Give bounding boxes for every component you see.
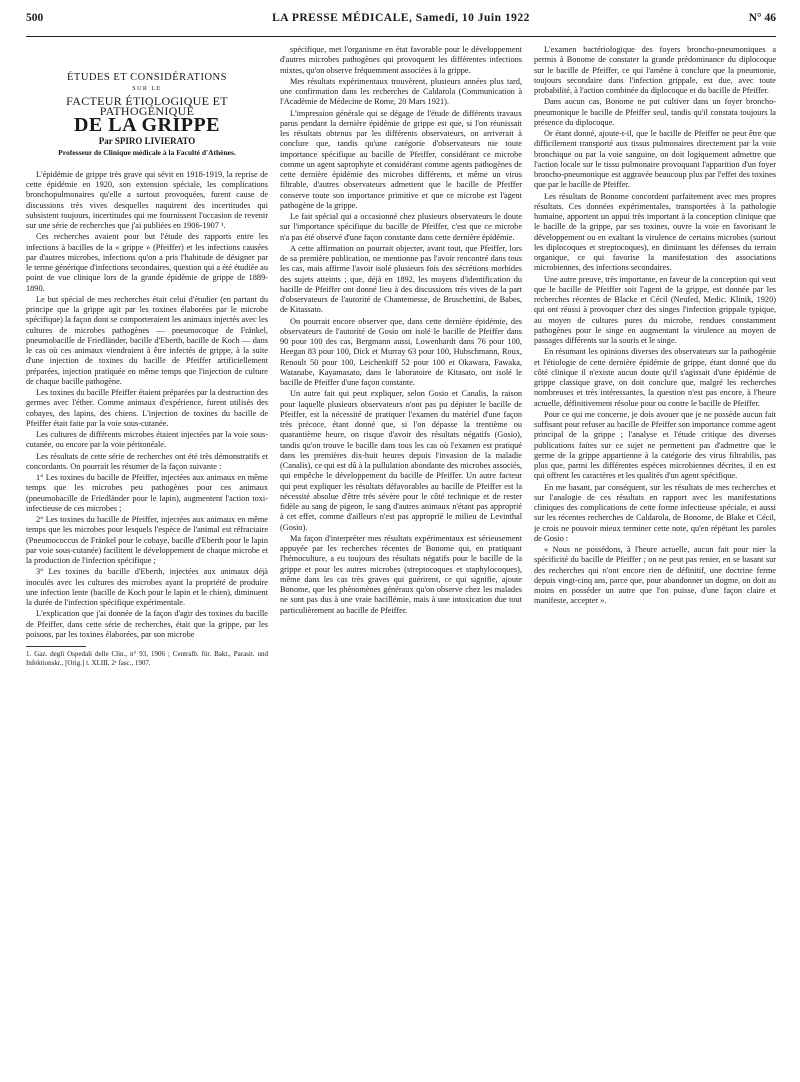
- column-3: [534, 45, 776, 1075]
- paragraph: 1° Les toxines du bacille de Pfeiffer, injectées aux animaux en même temps que les microbes peu pathogènes pour ces animaux (pneumobacille de Friedländer pour le lapin), augmentent l'action toxi-infectieuse de ces microbes ;: [26, 473, 268, 513]
- article-title: DE LA GRIPPE: [73, 114, 221, 136]
- journal-title: LA PRESSE MÉDICALE, Samedi, 10 Juin 1922: [272, 12, 530, 24]
- paragraph: L'épidémie de grippe très grave qui sévit en 1918-1919, la reprise de cette épidémie en 1920, son extension spéciale, les complications bronchopulmonaires qu'elle a surtout provoquées, furent cause de discussions très vives desquelles naquirent des incertitudes qui subsistent toujours, incertitudes qui me fournissent l'occasion de revenir sur une série de recherches que j'ai publiées en 1906-1907 ¹.: [26, 169, 268, 230]
- footnote: 1. Gaz. degli Ospedali delle Clin., n° 93, 1906 ; Centralb. für. Bakt., Parasit. und Infektionskr., [Orig.] t. XLIII, 2ᵉ fasc., 1907.: [26, 650, 268, 667]
- paragraph: Ces recherches avaient pour but l'étude des rapports entre les infections à bacilles de la « grippe » (Pfeiffer) et les infections causées par d'autres microbes, infections qu'on a pris l'habitude de désigner par le terme générique d'infections secondaires, question qui a été étudiée au point de vue clinique lors de la grande épidémie de grippe de 1889-1890.: [26, 232, 268, 293]
- issue-number: N° 46: [748, 12, 776, 24]
- column-1: [26, 45, 268, 1075]
- paragraph: Le fait spécial qui a occasionné chez plusieurs observateurs le doute sur l'importance spécifique du bacille de Pfeiffer, c'est que ce microbe n'a pas été observé d'une façon constante dans cette dernière épidémie.: [280, 212, 522, 242]
- paragraph: Les résultats de cette série de recherches ont été très démonstratifs et concordants. On pourrait les résumer de la façon suivante :: [26, 451, 268, 471]
- paragraph: En résumant les opinions diverses des observateurs sur la pathogénie et l'étiologie de cette dernière épidémie de grippe, étant donné que du côté clinique il n'existe aucun doute qu'il s'agissait d'une épidémie de grippe classique grave, on doit conclure que, malgré les recherches nombreuses et très intéressantes, la question n'est pas encore, à l'heure actuelle, définitivement résolue pour ou contre le bacille de Pfeiffer.: [534, 347, 776, 408]
- paragraph: Pour ce qui me concerne, je dois avouer que je ne possède aucun fait suffisant pour refuser au bacille de Pfeiffer son importance comme agent principal de la grippe ; l'analyse et l'étude critique des diverses publications faites sur ce sujet ne permettent pas d'admettre que le germe de la grippe appartienne à la catégorie des virus filtrabilis, pas plus que, parmi les différentes espèces microbiennes décrites, il en est qui offrent les caractères et les qualités d'un agent spécifique.: [534, 409, 776, 481]
- paragraph: 2° Les toxines du bacille de Pfeiffer, injectées aux animaux en même temps que les microbes pour lesquels l'espèce de l'animal est réfractaire (Pneumococcus de Fränkel pour le cobaye, bacille d'Eberth pour le lapin par voie sous-cutanée) facilitent le développement de chaque microbe et la production de l'infection spécifique ;: [26, 515, 268, 565]
- paragraph: 3° Les toxines du bacille d'Eberth, injectées aux animaux déjà inoculés avec les cultures des microbes ayant la propriété de produire une infection lente (bacille de Koch pour le lapin et le chien), diminuent la durée de l'infection spécifique expérimentale.: [26, 567, 268, 607]
- page-number: 500: [26, 12, 44, 24]
- paragraph: Les toxines du bacille Pfeiffer étaient préparées par la destruction des germes avec l'éther. Comme animaux d'expérience, furent utilisés des cobayes, des lapins, des chiens. L'injection de toxines du bacille de Pfeiffer était faite par la voie sous-cutanée.: [26, 388, 268, 428]
- paragraph: L'explication que j'ai donnée de la façon d'agir des toxines du bacille de Pfeiffer, dans cette série de recherches, était que la grippe, par les poisons, par les toxines élaborées, par son microbe: [26, 609, 268, 639]
- header-rule: [26, 36, 776, 37]
- paragraph: Les résultats de Bonome concordent parfaitement avec mes propres résultats. Ces données expérimentales, transportées à la pathologie humaine, apportent un appui très important à la conception clinique que le bacille de la grippe, par ses toxines, ouvre la voie en favorisant le développement ou en exaltant la virulence de certains microbes (surtout les diplocoques et streptocoques), en diminuant les défenses du terrain organique, ce qui favorise la manifestation des associations microbiennes, des infections secondaires.: [534, 191, 776, 273]
- article-title-block: [26, 73, 268, 158]
- paragraph: Un autre fait qui peut expliquer, selon Gosio et Canalis, la raison pour laquelle plusieurs observateurs n'ont pas pu dépister le bacille de Pfeiffer, est la nécessité de pratiquer l'examen du matériel d'une façon très précoce, étant donné que, si l'on dépasse la trentième ou quarantième heure, on risque d'avoir des résultats négatifs (Gosio), tandis qu'on trouve le bacille dans tous les cas où l'examen est pratiqué dans les premières dix-huit heures depuis l'invasion de la maladie (Canalis), ce qui est dû à la pullulation abondante des microbes associés, qui empêche le développement du bacille de Pfeiffer. Un autre facteur qui peut expliquer les résultats défavorables au bacille de Pfeiffer est la nécessité absolue d'être très sévère pour le côté technique et de rester fidèle au sang de pigeon, le sang d'autres animaux n'étant pas approprié à cet effet, comme d'ailleurs n'est pas approprié le milieu de Levinthal (Gosio).: [280, 389, 522, 532]
- paragraph: Mes résultats expérimentaux trouvèrent, plusieurs années plus tard, une confirmation dans les recherches de Caldarola (Communication à l'Académie de Médecine de Rome, 20 Mars 1921).: [280, 76, 522, 107]
- paragraph: L'impression générale qui se dégage de l'étude de différents travaux parus pendant la dernière épidémie de grippe est que, si l'on réunissait les résultats obtenus par les différents observateurs, on arriverait à conclure que, tandis qu'une catégorie d'observateurs nie toute importance spécifique au bacille de Pfeiffer, considérant ce microbe comme un agent saprophyte et considérant comme agents pathogènes de cette dernière épidémie des microbes différents, et même un virus filtrable, d'autres observateurs admettent que le bacille de Pfeiffer conserve toute son importance primitive et que ce microbe est l'agent pathogène de la grippe.: [280, 108, 522, 210]
- paragraph: « Nous ne possédons, à l'heure actuelle, aucun fait pour nier la spécificité du bacille de Pfeiffer ; on ne peut pas renier, en se basant sur des recherches qui n'ont encore rien de définitif, une doctrine ferme depuis vingt-cinq ans, parce que, pour abandonner un dogme, on doit au moins en posséder un autre que l'on puisse, d'une façon claire et manifeste, accepter ».: [534, 545, 776, 606]
- paragraph: Une autre preuve, très importante, en faveur de la conception qui veut que le bacille de Pfeiffer soit l'agent de la grippe, est donnée par les recherches récentes de Blacke et Cécil (Neufed, Medic. Klinik, 1920) qui ont réussi à provoquer chez des singes l'infection grippale typique, au moyen de cultures pures du microbe, rendues constamment pathogènes pour le singe en augmentant la virulence au moyen de passages différents sur la souris et le singe.: [534, 274, 776, 345]
- paragraph: Le but spécial de mes recherches était celui d'étudier (en partant du principe que la grippe agit par les toxines élaborées par le microbe spécifique) la façon dont se comporteraient les animaux injectés avec les cultures de microbes pathogènes — pneumocoque de Fränkel, pneumobacille de Friedländer, bacille d'Eberth, bacille de Koch — dans le cas où ces animaux viendraient à être infectés de grippe, à la suite d'une injection de toxines du bacille de Pfeiffer artificiellement préparées, injection pratiquée en même temps que l'injection de culture de chaque bacille pathogène.: [26, 294, 268, 386]
- page-header: [26, 12, 776, 34]
- paragraph: spécifique, met l'organisme en état favorable pour le développement d'autres microbes pathogènes qui provoquent les différentes infections mixtes, qu'on observe fréquemment associées à la grippe.: [280, 45, 522, 75]
- author-affiliation: Professeur de Clinique médicale à la Faculté d'Athènes.: [58, 147, 236, 157]
- footnote-rule: [26, 646, 86, 647]
- column-2: [280, 45, 522, 1075]
- paragraph: En me basant, par conséquent, sur les résultats de mes recherches et sur l'analogie de ces résultats en rapport avec les manifestations cliniques des complications de cette forme infectieuse spéciale, et aussi sur les récentes recherches de Caldarola, de Bonome, de Blake et Cécil, je crois ne pouvoir mieux terminer cette note, qu'en répétant les paroles de Gosio :: [534, 482, 776, 543]
- paragraph: Les cultures de différents microbes étaient injectées par la voie sous-cutanée, ou encore par la voie péritonéale.: [26, 430, 268, 450]
- article-byline: Par SPIRO LIVIERATO: [98, 136, 196, 147]
- paragraph: Dans aucun cas, Bonome ne put cultiver dans un foyer broncho-pneumonique le bacille de Pfeiffer seul, tandis qu'il constata toujours la présence du diplocoque.: [534, 97, 776, 127]
- paragraph: L'examen bactériologique des foyers broncho-pneumoniques a permis à Bonome de constater la grande prédominance du diplocoque sur le bacille de Pfeiffer, ce qui l'amène à conclure que la pneumonie, toujours secondaire dans l'infection grippale, est due, avec toute probabilité, à l'action combinée du diplocoque et du bacille de Pfeiffer.: [534, 45, 776, 95]
- paragraph: Or étant donné, ajoute-t-il, que le bacille de Pfeiffer ne peut être que difficilement transporté aux tissus pulmonaires directement par la voie bronchique ou par la voie sanguine, on doit logiquement admettre que l'action locale sur le tissu pulmonaire provoquant l'apparition d'un foyer broncho-pneumonique est aggravée beaucoup plus par l'effet des toxines que par le bacille de Pfeiffer.: [534, 129, 776, 190]
- paragraph: Ma façon d'interpréter mes résultats expérimentaux est sérieusement appuyée par les recherches récentes de Bonome qui, en pratiquant l'hémoculture, a eu toujours des résultats négatifs pour le bacille de la grippe et pour les autres microbes (streptocoques et staphylocoques), même dans les cas très graves qui guérirent, ce qui signifie, ajoute Bonome, que les phénomènes généraux qu'on observe chez les malades ne sont pas dus à une vraie bacillémie, mais à une intoxication due tout particulièrement au bacille de Pfeiffer.: [280, 533, 522, 615]
- columns: [26, 45, 776, 1075]
- article-kicker: ÉTUDES ET CONSIDÉRATIONS: [67, 72, 227, 83]
- article-subject: FACTEUR ÉTIOLOGIQUE ET PATHOGÉNIQUE: [66, 93, 228, 118]
- paragraph: On pourrait encore observer que, dans cette dernière épidémie, des observateurs de l'autorité de Gosio ont isolé le bacille de Pfeiffer dans 90 pour 100 des cas, Bergmann aussi, Lowenhardt dans 76 pour 100, Heegan 83 pour 100, Dick et Murray 63 pour 100, Hubschmann, Roux, Renoult 50 pour 100, Leichenkiff 52 pour 100 et Okawara, Fawaka, Watanabe, Kayamasato, dans le laboratoire de Kitasato, ont isolé le bacille de Pfeiffer d'une façon constante.: [280, 316, 522, 387]
- article-sur-le: SUR LE: [132, 86, 162, 93]
- paragraph: A cette affirmation on pourrait objecter, avant tout, que Pfeiffer, lors de sa première publication, ne mentionne pas l'avoir rencontré dans tous les cas, mais affirme l'avoir isolé plusieurs fois des sécrétions morbides des sujets atteints ; que, déjà en 1892, les moyens d'identification du bacille de Pfeiffer ont donné lieu à des discussions très vives de la part d'observateurs de l'autorité de Chantemesse, de Bruschettini, de Babes, de Kitassato.: [280, 243, 522, 315]
